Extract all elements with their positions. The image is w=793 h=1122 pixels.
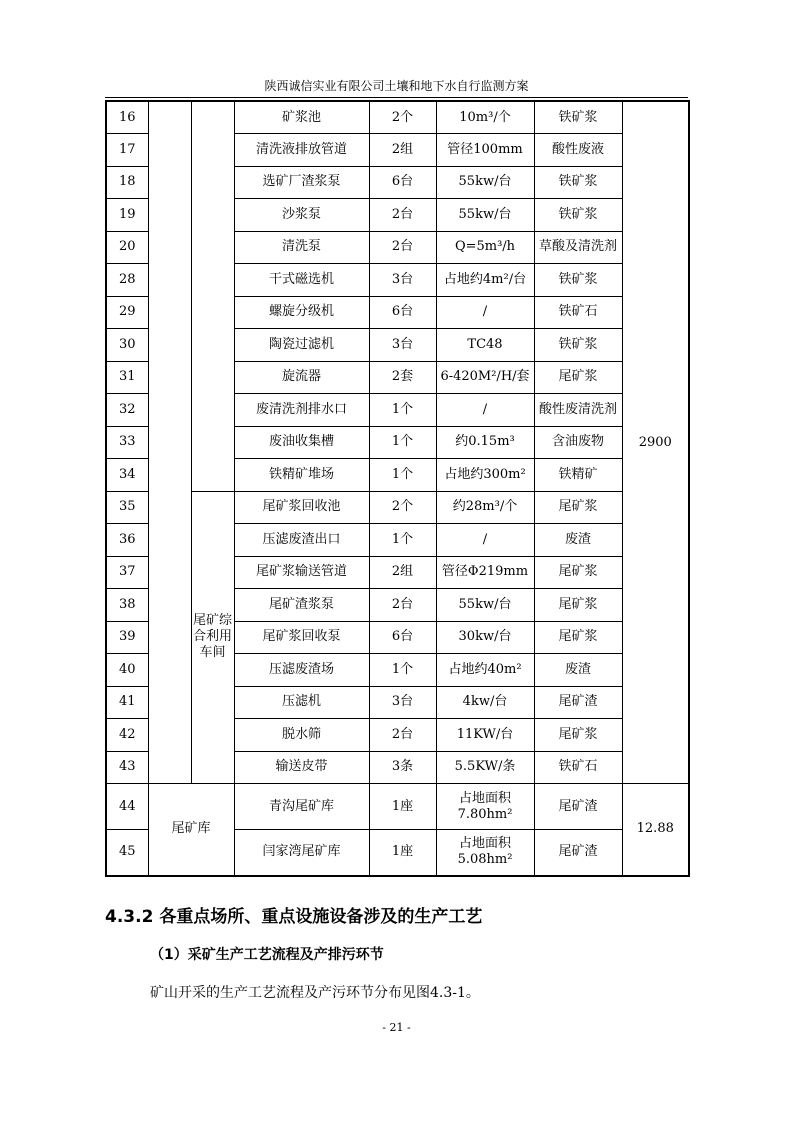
table-row: 43 输送皮带 3条 5.5KW/条 铁矿石 xyxy=(106,751,689,784)
equipment-table xyxy=(105,100,690,877)
table-row: 18 选矿厂渣浆泵 6台 55kw/台 铁矿浆 xyxy=(106,166,689,199)
section-title: 4.3.2 各重点场所、重点设施设备涉及的生产工艺 xyxy=(105,907,483,927)
table-row: 31 旋流器 2套 6-420M²/H/套 尾矿浆 xyxy=(106,361,689,394)
group-label-tailings-workshop: 尾矿综合利用车间 xyxy=(191,491,234,784)
table-row: 17 清洗液排放管道 2组 管径100mm 酸性废液 xyxy=(106,134,689,167)
table-row: 29 螺旋分级机 6台 / 铁矿石 xyxy=(106,296,689,329)
table-row: 38 尾矿渣浆泵 2台 55kw/台 尾矿浆 xyxy=(106,589,689,622)
table-row: 30 陶瓷过滤机 3台 TC48 铁矿浆 xyxy=(106,329,689,362)
blank-group-cell xyxy=(148,101,191,784)
table-row: 45 闫家湾尾矿库 1座 占地面积 5.08hm² 尾矿渣 xyxy=(106,830,689,876)
blank-workshop-cell xyxy=(191,101,234,491)
group-label-tailings-pond: 尾矿库 xyxy=(148,784,234,876)
table-row: 34 铁精矿堆场 1个 占地约300m² 铁精矿 xyxy=(106,459,689,492)
table-row: 44 尾矿库 青沟尾矿库 1座 占地面积 7.80hm² 尾矿渣 12.88 xyxy=(106,784,689,830)
table-row: 42 脱水筛 2台 11KW/台 尾矿浆 xyxy=(106,719,689,752)
page-header: 陕西诚信实业有限公司土壤和地下水自行监测方案 xyxy=(264,79,529,93)
table-row: 32 废清洗剂排水口 1个 / 酸性废清洗剂 xyxy=(106,394,689,427)
table-row: 19 沙浆泵 2台 55kw/台 铁矿浆 xyxy=(106,199,689,232)
table-row: 41 压滤机 3台 4kw/台 尾矿渣 xyxy=(106,686,689,719)
table-row: 39 尾矿浆回收泵 6台 30kw/台 尾矿浆 xyxy=(106,621,689,654)
table-row: 36 压滤废渣出口 1个 / 废渣 xyxy=(106,524,689,557)
table-row: 28 干式磁选机 3台 占地约4m²/台 铁矿浆 xyxy=(106,264,689,297)
table-row: 16 矿浆池 2个 10m³/个 铁矿浆 2900 xyxy=(106,101,689,134)
table-row: 35 尾矿综合利用车间 尾矿浆回收池 2个 约28m³/个 尾矿浆 xyxy=(106,491,689,524)
area-cell: 2900 xyxy=(622,101,689,784)
table-row: 40 压滤废渣场 1个 占地约40m² 废渣 xyxy=(106,654,689,687)
page-number: - 21 - xyxy=(382,1021,411,1034)
table-row: 20 清洗泵 2台 Q=5m³/h 草酸及清洗剂 xyxy=(106,231,689,264)
table-row: 37 尾矿浆输送管道 2组 管径Φ219mm 尾矿浆 xyxy=(106,556,689,589)
table-row: 33 废油收集槽 1个 约0.15m³ 含油废物 xyxy=(106,426,689,459)
section-subtitle: （1）采矿生产工艺流程及产排污环节 xyxy=(150,947,384,963)
header-rule xyxy=(105,97,688,98)
body-paragraph: 矿山开采的生产工艺流程及产污环节分布见图4.3-1。 xyxy=(150,985,480,1001)
area-cell-pond: 12.88 xyxy=(622,784,689,876)
